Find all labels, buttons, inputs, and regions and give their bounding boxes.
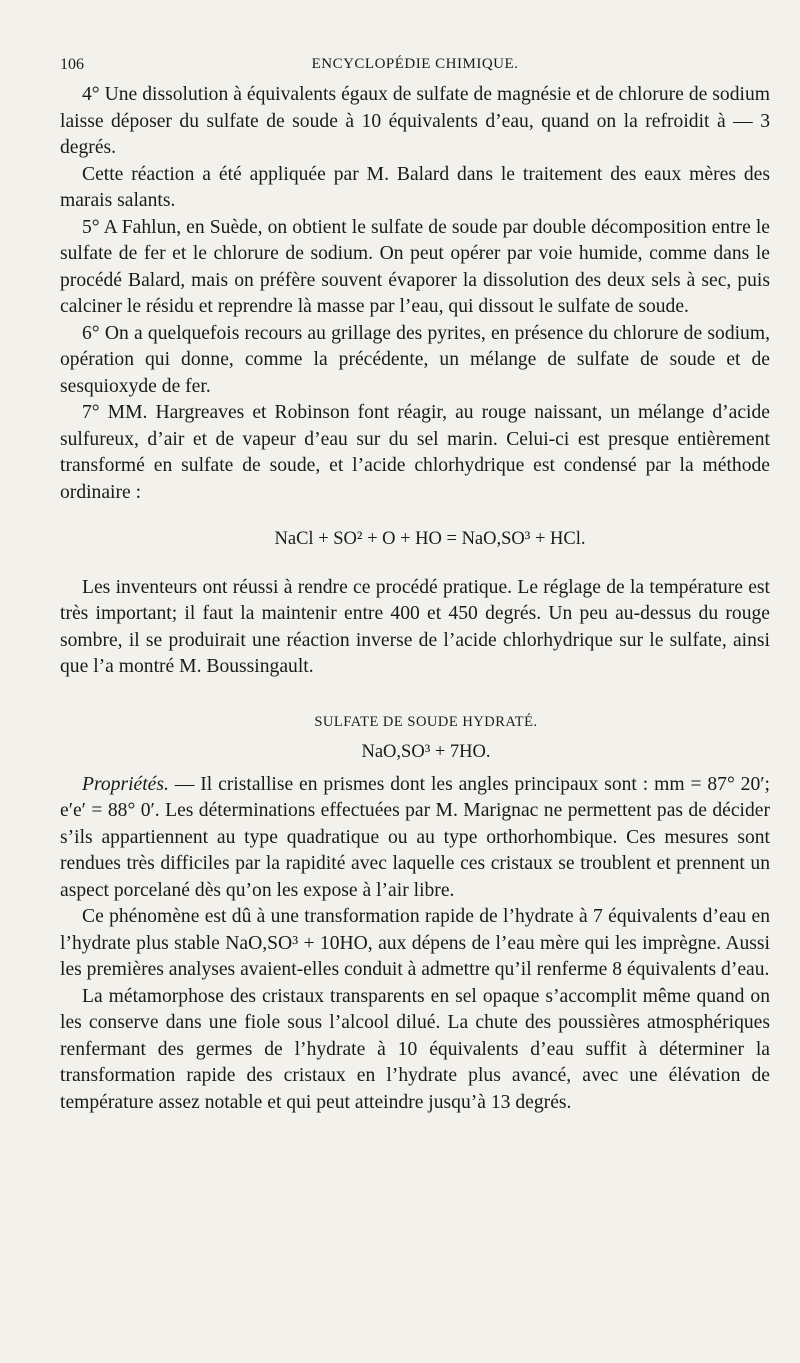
- paragraph-5-fahlun: 5° A Fahlun, en Suède, on obtient le sulfate de soude par double décomposition entre le sulfate de fer et le chlorure de sodium. On peut opérer par voie humide, comme dans le procédé Balard, mais on préfère souvent évaporer la dissolution des deux sels à sec, puis calciner le résidu et reprendre là masse par l’eau, qui dissout le sulfate de soude.: [60, 216, 770, 317]
- paragraph-4-magnesia: 4° Une dissolution à équivalents égaux de sulfate de magnésie et de chlorure de sodium laisse déposer du sulfate de soude à 10 équivalents d’eau, quand on la refroidit à — 3 degrés.: [60, 84, 770, 158]
- section-heading: SULFATE DE SOUDE HYDRATÉ.: [314, 713, 538, 730]
- paragraph-transformation: Ce phénomène est dû à une transformation rapide de l’hydrate à 7 équivalents d’eau en l’hydrate plus stable NaO,SO³ + 10HO, aux dépens de l’eau mère qui les imprègne. Aussi les premières analyses avaient-elles conduit à admettre qu’il renferme 8 équivalents d’eau.: [60, 906, 770, 980]
- page-number: 106: [60, 56, 84, 73]
- paragraph-balard: Cette réaction a été appliquée par M. Balard dans le traitement des eaux mères des marais salants.: [60, 163, 770, 211]
- properties-text: — Il cristallise en prismes dont les angles principaux sont : mm = 87° 20′; e′e′ = 88° 0′. Les déterminations effectuées par M. Marignac ne permettent pas de décider s’ils appartiennent au type quadratique ou au type orthorhombique. Ces mesures sont rendues très difficiles par la rapidité avec laquelle ces cristaux se troublent et prennent un aspect porcelané dès qu’on les expose à l’air libre.: [60, 773, 770, 901]
- paragraph-7-hargreaves: 7° MM. Hargreaves et Robinson font réagir, au rouge naissant, un mélange d’acide sulfureux, d’air et de vapeur d’eau sur du sel marin. Celui-ci est presque entièrement transformé en sulfate de soude, et l’acide chlorhydrique est condensé par la méthode ordinaire :: [60, 402, 770, 503]
- body-text: [60, 82, 770, 1116]
- paragraph-properties: [60, 772, 770, 905]
- properties-lead: Propriétés.: [82, 773, 169, 795]
- running-head: [60, 52, 770, 82]
- paragraph-metamorphosis: La métamorphose des cristaux transparents en sel opaque s’accomplit même quand on les conserve dans une fiole sous l’alcool dilué. La chute des poussières atmosphériques renfermant des germes de l’hydrate à 10 équivalents d’eau suffit à déterminer la transformation rapide des cristaux en l’hydrate plus avancé, avec une élévation de température assez notable et qui peut atteindre jusqu’à 13 degrés.: [60, 985, 770, 1113]
- reaction-equation: NaCl + SO² + O + HO = NaO,SO³ + HCl.: [274, 529, 586, 549]
- running-title: ENCYCLOPÉDIE CHIMIQUE.: [311, 56, 519, 72]
- section-formula: NaO,SO³ + 7HO.: [361, 742, 491, 762]
- paragraph-6-pyrites: 6° On a quelquefois recours au grillage des pyrites, en présence du chlorure de sodium, opération qui donne, comme la précédente, un mélange de sulfate de soude et de sesquioxyde de fer.: [60, 322, 770, 397]
- paragraph-inventors: Les inventeurs ont réussi à rendre ce procédé pratique. Le réglage de la température est très important; il faut la maintenir entre 400 et 450 degrés. Un peu au-dessus du rouge sombre, il se produirait une réaction inverse de l’acide chlorhydrique sur le sulfate, ainsi que l’a montré M. Boussingault.: [60, 576, 770, 677]
